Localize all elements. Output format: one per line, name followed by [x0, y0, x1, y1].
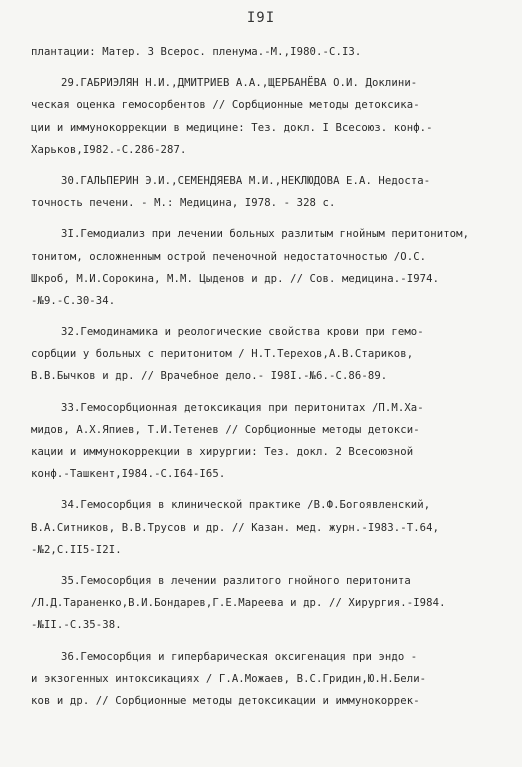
entry-line: 3I.Гемодиализ при лечении больных разлитым гнойным перитонитом, — [61, 228, 470, 241]
entry-line: /Л.Д.Тараненко,В.И.Бондарев,Г.Е.Мареева и др. // Хирургия.-I984. — [31, 597, 446, 610]
entry-line: В.А.Ситников, В.В.Трусов и др. // Казан. мед. журн.-I983.-Т.64, — [31, 521, 440, 534]
bibliography-entry — [31, 570, 501, 637]
entry-line: Харьков,I982.-С.286-287. — [31, 143, 187, 156]
page-number: I9I — [246, 10, 276, 26]
entry-gap — [31, 388, 501, 397]
entry-line: -№9.-С.30-34. — [31, 294, 116, 307]
entry-line: 36.Гемосорбция и гипербарическая оксигенация при эндо - — [61, 650, 418, 663]
entry-line: точность печени. - М.: Медицина, I978. - 328 с. — [31, 197, 336, 210]
bibliography-entry — [31, 72, 501, 161]
entry-line: 33.Гемосорбционная детоксикация при перитонитах /П.М.Ха- — [61, 401, 424, 414]
entry-gap — [31, 485, 501, 494]
entry-line: сорбции у больных с перитонитом / Н.Т.Терехов,А.В.Стариков, — [31, 348, 414, 361]
entry-line: 30.ГАЛЬПЕРИН Э.И.,СЕМЕНДЯЕВА М.И.,НЕКЛЮДОВА Е.А. Недоста- — [61, 174, 431, 187]
entry-line: ков и др. // Сорбционные методы детоксикации и иммунокоррек- — [31, 694, 420, 707]
entry-line: конф.-Ташкент,I984.-С.I64-I65. — [31, 468, 226, 481]
entry-line: Шкроб, М.И.Сорокина, М.М. Цыденов и др. // Сов. медицина.-I974. — [31, 272, 440, 285]
entry-line: 32.Гемодинамика и реологические свойства крови при гемо- — [61, 326, 424, 339]
entry-gap — [31, 637, 501, 646]
entry-line: мидов, А.Х.Япиев, Т.И.Тетенев // Сорбционные методы детокси- — [31, 423, 420, 436]
bibliography-entry — [31, 494, 501, 561]
bibliography-entry — [31, 170, 501, 214]
bibliography-entry — [31, 397, 501, 486]
entry-line: -№2,С.II5-I2I. — [31, 543, 122, 556]
bibliography-text — [31, 41, 501, 712]
entry-gap — [31, 161, 501, 170]
entry-line: тонитом, осложненным острой печеночной недостаточностью /О.С. — [31, 250, 427, 263]
bibliography-entry — [31, 321, 501, 388]
entry-gap — [31, 63, 501, 72]
entry-line: и экзогенных интоксикациях / Г.А.Можаев, В.С.Гридин,Ю.Н.Бели- — [31, 672, 427, 685]
entry-line: -№II.-С.35-38. — [31, 619, 122, 632]
bibliography-entry — [31, 41, 501, 63]
entry-line: В.В.Бычков и др. // Врачебное дело.- I98I.-№6.-С.86-89. — [31, 370, 388, 383]
entry-line: плантации: Матер. 3 Всерос. пленума.-М.,I980.-С.I3. — [31, 46, 362, 58]
entry-gap — [31, 312, 501, 321]
entry-gap — [31, 214, 501, 223]
entry-line: 35.Гемосорбция в лечении разлитого гнойного перитонита — [61, 574, 411, 587]
bibliography-entry — [31, 223, 501, 312]
entry-line: ческая оценка гемосорбентов // Сорбционные методы детоксика- — [31, 99, 420, 112]
entry-line: кации и иммунокоррекции в хирургии: Тез. докл. 2 Всесоюзной — [31, 446, 414, 458]
entry-gap — [31, 561, 501, 570]
bibliography-entry — [31, 646, 501, 713]
entry-line: 34.Гемосорбция в клинической практике /В.Ф.Богоявленский, — [61, 499, 431, 512]
entry-line: 29.ГАБРИЭЛЯН Н.И.,ДМИТРИЕВ А.А.,ЩЕРБАНЁВА О.И. Доклини- — [61, 77, 418, 90]
entry-line: ции и иммунокоррекции в медицине: Тез. докл. I Всесоюз. конф.- — [31, 121, 433, 134]
